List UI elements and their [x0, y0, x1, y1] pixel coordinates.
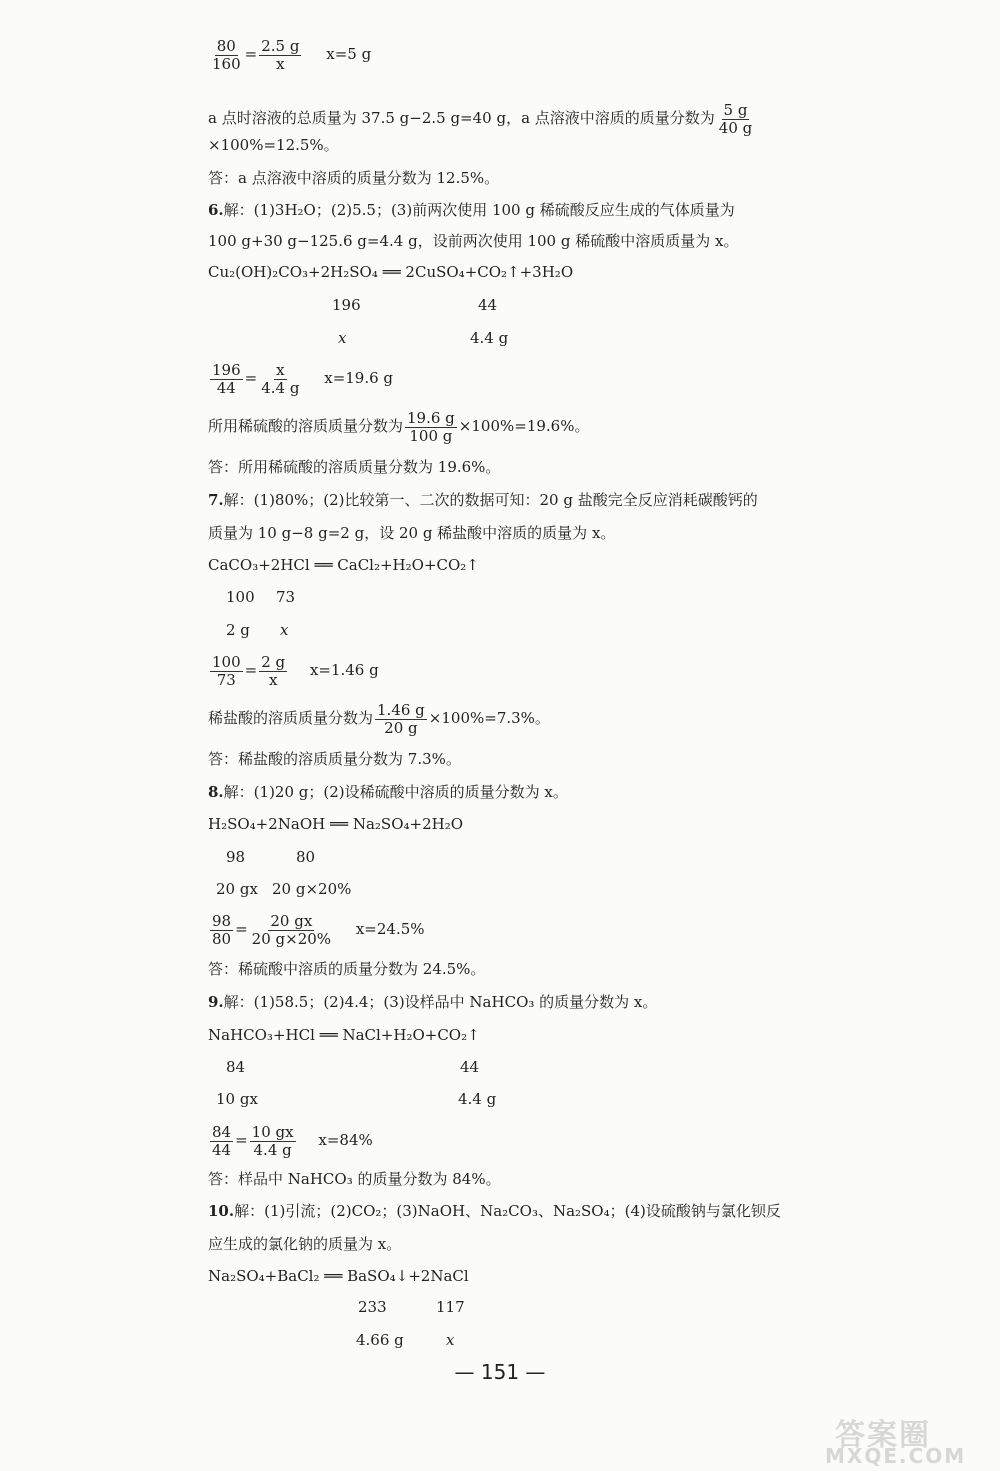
text: 解：(1)58.5；(2)4.4；(3)设样品中 NaHCO₃ 的质量分数为 x。: [223, 993, 658, 1011]
text-line-3: ×100%=12.5%。: [208, 136, 339, 154]
value: 4.4 g: [470, 329, 509, 347]
fraction-numerator: 2 g: [261, 653, 286, 671]
watermark-url: MXQE.COM: [825, 1444, 967, 1468]
fraction-numerator: 84: [212, 1123, 232, 1141]
coefficient: 44: [460, 1058, 480, 1076]
coefficient: 117: [436, 1298, 465, 1316]
fraction-numerator: 2.5 g: [261, 37, 300, 55]
answer-line: 答：稀硫酸中溶质的质量分数为 24.5%。: [208, 960, 486, 978]
coefficient: 80: [296, 848, 316, 866]
result: x=5 g: [326, 45, 372, 63]
value: 20 g×20%: [272, 880, 352, 898]
result: ×100%=19.6%。: [458, 417, 590, 435]
fraction-numerator: 20 gx: [270, 912, 313, 930]
chemical-equation: H₂SO₄+2NaOH ══ Na₂SO₄+2H₂O: [208, 815, 464, 833]
question-9-line-1: [208, 995, 657, 1010]
fraction-denominator: 44: [216, 378, 236, 397]
result: ×100%=7.3%。: [428, 709, 550, 727]
fraction-denominator: x: [268, 670, 278, 689]
chemical-equation: Cu₂(OH)₂CO₃+2H₂SO₄ ══ 2CuSO₄+CO₂↑+3H₂O: [208, 263, 574, 281]
coefficient: 73: [276, 588, 296, 606]
fraction-numerator: 19.6 g: [407, 409, 455, 427]
watermark-logo: [825, 1410, 995, 1468]
fraction-denominator: 40 g: [718, 118, 753, 137]
value: 4.4 g: [458, 1090, 497, 1108]
fraction-denominator: 20 g×20%: [251, 929, 332, 948]
fraction-line: $\frac{100}{73}$ = $\frac{2 g}{x}$ x=1.46 g: [212, 653, 379, 689]
text-line-2: [208, 102, 756, 136]
fraction-denominator: 4.4 g: [253, 1140, 292, 1159]
answer-line: 答：样品中 NaHCO₃ 的质量分数为 84%。: [208, 1170, 501, 1188]
fraction-numerator: 100: [212, 653, 241, 671]
question-number: 8.: [208, 783, 224, 801]
fraction-line-1: [208, 38, 371, 72]
question-6-line-2: 100 g+30 g−125.6 g=4.4 g，设前两次使用 100 g 稀硫酸中溶质质量为 x。: [208, 232, 739, 250]
watermark-text: 答案圈: [835, 1418, 931, 1453]
percent-line: [208, 702, 550, 736]
answer-line: 答：稀盐酸的溶质质量分数为 7.3%。: [208, 750, 461, 768]
text: 解：(1)引流；(2)CO₂；(3)NaOH、Na₂CO₃、Na₂SO₄；(4)设硫酸钠与氯化钡反: [234, 1202, 781, 1220]
fraction-line: $\frac{84}{44}$ = $\frac{10 gx}{4.4 g}$ x=84%: [212, 1123, 373, 1159]
chemical-equation: NaHCO₃+HCl ══ NaCl+H₂O+CO₂↑: [208, 1026, 480, 1044]
question-number: 9.: [208, 993, 224, 1011]
question-8-line-1: [208, 785, 568, 800]
text: 解：(1)20 g；(2)设稀硫酸中溶质的质量分数为 x。: [223, 783, 568, 801]
value: 20 gx: [216, 880, 258, 898]
coefficient: 196: [332, 296, 361, 314]
result: x=84%: [318, 1131, 373, 1149]
result: x=24.5%: [355, 920, 425, 938]
unknown: x: [446, 1331, 455, 1349]
coefficient: 98: [226, 848, 246, 866]
result: x=19.6 g: [324, 369, 394, 387]
coefficient: 84: [226, 1058, 246, 1076]
fraction-denominator: x: [276, 54, 285, 73]
equals: =: [244, 45, 258, 63]
coefficient: 44: [478, 296, 498, 314]
fraction-numerator: x: [276, 361, 285, 379]
fraction-denominator: 44: [212, 1140, 232, 1159]
question-7-line-2: 质量为 10 g−8 g=2 g，设 20 g 稀盐酸中溶质的质量为 x。: [208, 524, 616, 542]
text: a 点时溶液的总质量为 37.5 g−2.5 g=40 g，a 点溶液中溶质的质量分数为: [208, 109, 715, 127]
fraction-denominator: 100 g: [409, 426, 453, 445]
fraction-numerator: 5 g: [723, 101, 748, 119]
question-10-line-1: [208, 1204, 781, 1219]
page-number: — 151 —: [454, 1360, 546, 1384]
question-7-line-1: [208, 493, 758, 508]
text: 稀盐酸的溶质质量分数为: [208, 709, 374, 727]
question-6-line-1: [208, 203, 735, 218]
answer-line: 答：a 点溶液中溶质的质量分数为 12.5%。: [208, 169, 500, 187]
unknown: x: [338, 329, 347, 347]
fraction-denominator: 4.4 g: [261, 378, 300, 397]
chemical-equation: Na₂SO₄+BaCl₂ ══ BaSO₄↓+2NaCl: [208, 1267, 469, 1285]
chemical-equation: CaCO₃+2HCl ══ CaCl₂+H₂O+CO₂↑: [208, 556, 479, 574]
fraction-line: $\frac{98}{80}$ = $\frac{20 gx}{20 g\times 20\%}$ x=24.5%: [212, 912, 425, 948]
coefficient: 100: [226, 588, 255, 606]
fraction-denominator: 73: [216, 670, 236, 689]
text: 所用稀硫酸的溶质质量分数为: [208, 417, 404, 435]
fraction-denominator: 160: [212, 54, 241, 73]
fraction-numerator: 1.46 g: [377, 701, 425, 719]
answer-line: 答：所用稀硫酸的溶质质量分数为 19.6%。: [208, 458, 501, 476]
value: 4.66 g: [356, 1331, 404, 1349]
question-number: 6.: [208, 201, 224, 219]
fraction-numerator: 98: [212, 912, 232, 930]
coefficient: 233: [358, 1298, 387, 1316]
question-number: 10.: [208, 1202, 235, 1220]
fraction-line: $\frac{196}{44}$ = $\frac{x}{4.4 g}$ x=19.6 g: [212, 361, 394, 397]
text: 解：(1)80%；(2)比较第一、二次的数据可知：20 g 盐酸完全反应消耗碳酸钙的: [223, 491, 758, 509]
question-10-line-2: 应生成的氯化钠的质量为 x。: [208, 1235, 402, 1253]
fraction-denominator: 20 g: [384, 718, 418, 737]
result: x=1.46 g: [309, 661, 379, 679]
question-number: 7.: [208, 491, 224, 509]
fraction-denominator: 80: [212, 929, 232, 948]
fraction-numerator: 10 gx: [251, 1123, 294, 1141]
fraction-numerator: 196: [212, 361, 241, 379]
unknown: x: [280, 621, 289, 639]
fraction-numerator: 80: [216, 37, 236, 55]
text: 解：(1)3H₂O；(2)5.5；(3)前两次使用 100 g 稀硫酸反应生成的气体质量为: [223, 201, 735, 219]
value: 10 gx: [216, 1090, 258, 1108]
percent-line: [208, 410, 589, 444]
value: 2 g: [226, 621, 250, 639]
